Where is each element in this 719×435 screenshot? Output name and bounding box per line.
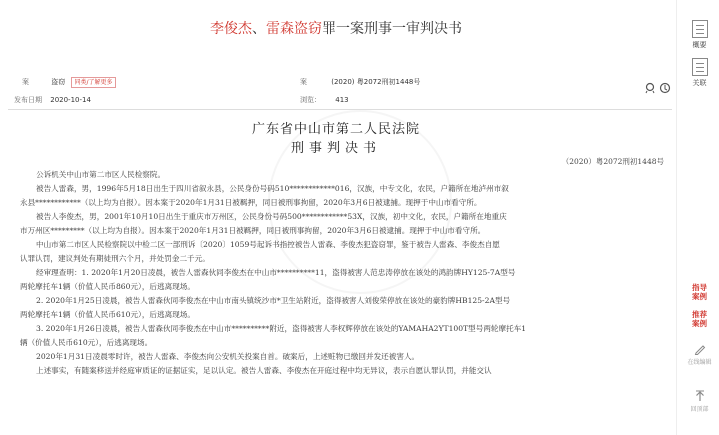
- body-line: 中山市第二市区人民检察院以中检二区一部刑诉〔2020〕1059号起诉书指控被告人雷森、李俊杰犯盗窃罪，鉴于被告人雷森、李俊杰自愿: [36, 240, 500, 249]
- body-line: 被告人雷森，男，1996年5月18日出生于四川省叙永县，公民身份号码510************016，汉族，中专文化，农民，户籍所在地泸州市叙: [36, 184, 509, 193]
- case-type-value[interactable]: 盗窃: [51, 78, 66, 86]
- title-rest: 罪一案刑事一审判决书: [322, 21, 462, 37]
- body-line: 认罪认罚，建议判处有期徒刑六个月，并处罚金二千元。: [20, 254, 210, 263]
- guiding-cases-label-b: 案例: [692, 292, 707, 301]
- court-name: 广东省中山市第二人民法院: [251, 122, 420, 137]
- views-value: 413: [335, 96, 349, 104]
- title-defendant-2[interactable]: 雷森: [266, 21, 294, 37]
- sidebar-recommended-cases[interactable]: [680, 310, 719, 328]
- document-type: 刑事判决书: [290, 141, 381, 156]
- sidebar-related-label: 关联: [692, 79, 707, 87]
- body-line: 2. 2020年1月25日凌晨，被告人雷森伙同李俊杰在中山市南头镇统沙市*卫生站附近，盗得被害人刘俊荣停放在该处的豪豹牌HB125-2A型号: [36, 296, 511, 305]
- sidebar-summary[interactable]: [680, 20, 719, 50]
- sidebar-edit[interactable]: [680, 343, 719, 366]
- body-line: 两轮摩托车1辆（价值人民币860元），后逃离现场。: [20, 282, 195, 291]
- recommended-cases-label-a: 推荐: [692, 310, 707, 319]
- arrow-up-icon: [694, 390, 706, 402]
- sidebar-edit-label: 在线编辑: [687, 359, 712, 366]
- body-line: 2020年1月31日凌晨零时许，被告人雷森、李俊杰向公安机关投案自首。破案后，上述赃物已缴回并发还被害人。: [36, 352, 420, 361]
- case-no-row: [300, 77, 420, 87]
- share-icon[interactable]: [644, 82, 656, 94]
- case-no-value: (2020) 粤2072刑初1448号: [331, 78, 421, 86]
- sidebar-back-to-top[interactable]: [680, 390, 719, 413]
- pencil-icon: [694, 343, 706, 355]
- sidebar-divider: [676, 0, 677, 435]
- header-divider: [8, 109, 672, 110]
- body-line: 公诉机关中山市第二市区人民检察院。: [36, 170, 166, 179]
- case-type-tag[interactable]: 同类/了解更多: [71, 77, 115, 88]
- body-line: 市万州区*********（以上均为自报）。因本案于2020年1月31日被羁押，同日被刑事拘留，2020年3月6日被逮捕。现押于中山市看守所。: [20, 226, 486, 235]
- sidebar-top-label: 回顶部: [690, 406, 709, 413]
- title-separator: 、: [252, 21, 266, 37]
- document-case-number: （2020）粤2072刑初1448号: [561, 157, 664, 166]
- recommended-cases-label-b: 案例: [692, 319, 707, 328]
- case-type-row: [22, 77, 116, 88]
- pub-date-label: 发布日期: [14, 96, 42, 104]
- body-line: 辆（价值人民币610元），后逃离现场。: [20, 338, 153, 347]
- related-icon: [692, 58, 708, 76]
- case-no-label: 案: [300, 78, 307, 86]
- sidebar-guiding-cases[interactable]: [680, 283, 719, 301]
- body-line: 经审理查明：1. 2020年1月20日凌晨，被告人雷森伙同李俊杰在中山市**********11，盗得被害人范忠涛停放在该处的鸿韵牌HY125-7A型号: [36, 268, 516, 277]
- pub-date-value: 2020-10-14: [50, 96, 91, 104]
- sidebar-related[interactable]: [680, 58, 719, 88]
- document-icon: [692, 20, 708, 38]
- case-type-label: 案: [22, 78, 29, 86]
- guiding-cases-label-a: 指导: [692, 283, 707, 292]
- title-defendant-1[interactable]: 李俊杰: [210, 21, 252, 37]
- pub-date-row: [14, 95, 91, 105]
- favorite-icon[interactable]: [659, 82, 671, 94]
- body-line: 永县************（以上均为自报）。因本案于2020年1月31日被羁押，同日被刑事拘留，2020年3月6日被逮捕。现押于中山市看守所。: [20, 198, 482, 207]
- body-line: 被告人李俊杰，男，2001年10月10日出生于重庆市万州区，公民身份号码500************53X，汉族，初中文化，农民，户籍所在地重庆: [36, 212, 507, 221]
- body-line: 两轮摩托车1辆（价值人民币610元），后逃离现场。: [20, 310, 195, 319]
- title-crime[interactable]: 盗窃: [294, 21, 322, 37]
- views-label: 浏览：: [300, 96, 321, 104]
- sidebar-summary-label: 概要: [692, 41, 707, 49]
- judgment-body: [20, 168, 668, 378]
- body-line: 3. 2020年1月26日凌晨，被告人雷森伙同李俊杰在中山市**********附近，盗得被害人李权辉停放在该处的YAMAHA2YT100T型号两轮摩托车1: [36, 324, 527, 333]
- page-title: [0, 18, 672, 38]
- body-line: 上述事实，有随案移送并经庭审质证的证据证实，足以认定。被告人雷森、李俊杰在开庭过程中均无异议，表示自愿认罪认罚，并能交认: [36, 366, 492, 375]
- views-row: [300, 95, 349, 105]
